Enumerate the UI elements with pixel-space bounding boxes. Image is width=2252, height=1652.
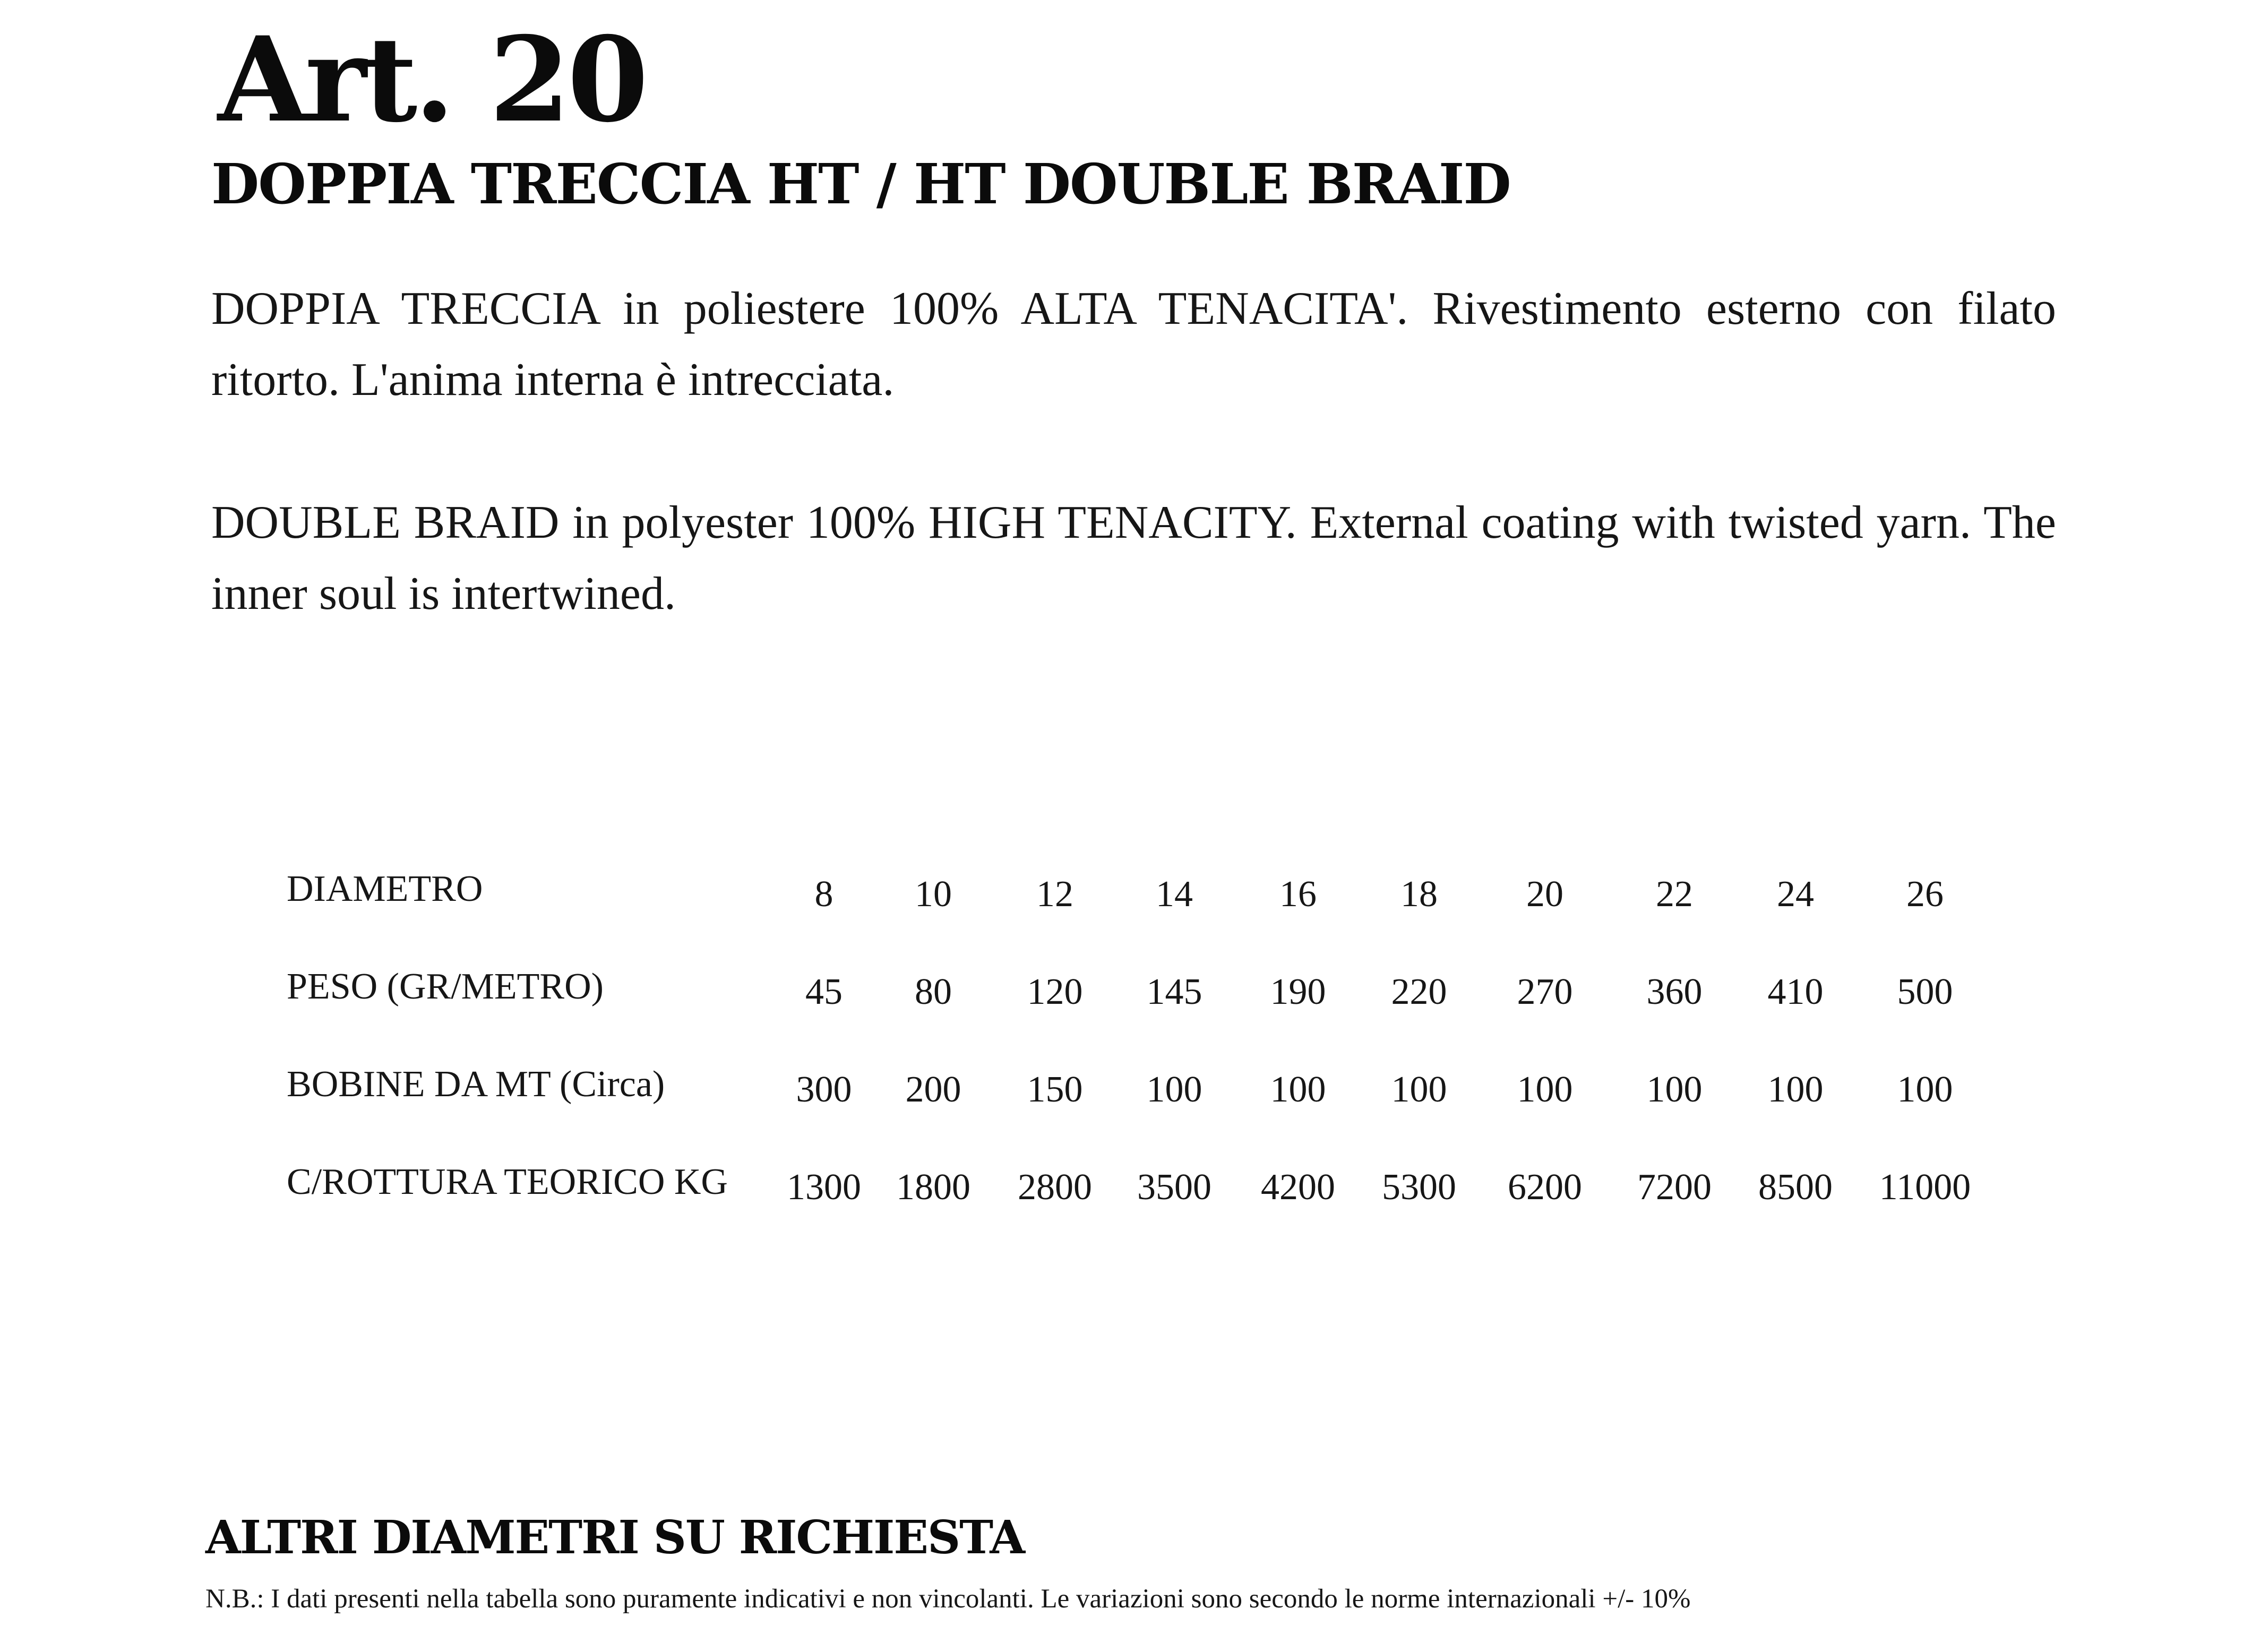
spec-cell: 100 <box>1146 1069 1202 1110</box>
spec-cell: 120 <box>1027 971 1083 1012</box>
spec-cell: 45 <box>805 971 843 1012</box>
spec-cell: 24 <box>1777 874 1814 915</box>
spec-row-label: PESO (GR/METRO) <box>287 966 604 1007</box>
spec-row-label: BOBINE DA MT (Circa) <box>287 1064 665 1105</box>
spec-cell: 18 <box>1400 874 1438 915</box>
spec-cell: 22 <box>1656 874 1693 915</box>
spec-cell: 100 <box>1646 1069 1703 1110</box>
spec-cell: 16 <box>1279 874 1317 915</box>
other-diameters-heading: ALTRI DIAMETRI SU RICHIESTA <box>205 1511 1025 1564</box>
spec-cell: 410 <box>1767 971 1824 1012</box>
spec-cell: 100 <box>1391 1069 1447 1110</box>
spec-cell: 500 <box>1897 971 1953 1012</box>
spec-cell: 1800 <box>896 1167 970 1208</box>
spec-cell: 150 <box>1027 1069 1083 1110</box>
spec-cell: 11000 <box>1879 1167 1971 1208</box>
spec-cell: 5300 <box>1382 1167 1456 1208</box>
spec-cell: 14 <box>1156 874 1193 915</box>
spec-cell: 7200 <box>1637 1167 1712 1208</box>
spec-row-bobine <box>287 1061 2012 1158</box>
spec-row-label: C/ROTTURA TEORICO KG <box>287 1161 728 1202</box>
spec-cell: 145 <box>1146 971 1202 1012</box>
spec-cell: 190 <box>1270 971 1326 1012</box>
spec-cell: 220 <box>1391 971 1447 1012</box>
description-italian: DOPPIA TRECCIA in poliestere 100% ALTA TENACITA'. Rivestimento esterno con filato ritorto. L'anima interna è intrecciata. <box>211 283 2056 406</box>
spec-cell: 26 <box>1906 874 1944 915</box>
spec-cell: 8 <box>814 874 833 915</box>
description-english: DOUBLE BRAID in polyester 100% HIGH TENACITY. External coating with twisted yarn. The inner soul is intertwined. <box>211 497 2056 620</box>
spec-cell: 360 <box>1646 971 1703 1012</box>
spec-cell: 1300 <box>787 1167 861 1208</box>
spec-cell: 200 <box>905 1069 961 1110</box>
article-title: Art. 20 <box>218 11 646 148</box>
spec-row-label: DIAMETRO <box>287 868 483 909</box>
spec-cell: 2800 <box>1018 1167 1092 1208</box>
spec-cell: 12 <box>1036 874 1073 915</box>
spec-cell: 270 <box>1517 971 1573 1012</box>
spec-cell: 20 <box>1526 874 1563 915</box>
spec-cell: 100 <box>1767 1069 1824 1110</box>
product-subtitle: DOPPIA TRECCIA HT / HT DOUBLE BRAID <box>211 151 1510 217</box>
spec-cell: 100 <box>1897 1069 1953 1110</box>
spec-cell: 8500 <box>1758 1167 1833 1208</box>
spec-cell: 4200 <box>1261 1167 1335 1208</box>
specs-table <box>287 865 2012 1256</box>
spec-cell: 3500 <box>1137 1167 1211 1208</box>
spec-row-diametro <box>287 865 2012 963</box>
spec-cell: 300 <box>796 1069 852 1110</box>
spec-row-peso <box>287 963 2012 1061</box>
spec-cell: 10 <box>915 874 952 915</box>
spec-cell: 100 <box>1517 1069 1573 1110</box>
spec-row-rottura <box>287 1158 2012 1256</box>
spec-cell: 100 <box>1270 1069 1326 1110</box>
spec-cell: 80 <box>915 971 952 1012</box>
footnote: N.B.: I dati presenti nella tabella sono puramente indicativi e non vincolanti. Le variazioni sono secondo le norme internazionali +/- 10% <box>205 1584 1691 1614</box>
spec-cell: 6200 <box>1508 1167 1582 1208</box>
